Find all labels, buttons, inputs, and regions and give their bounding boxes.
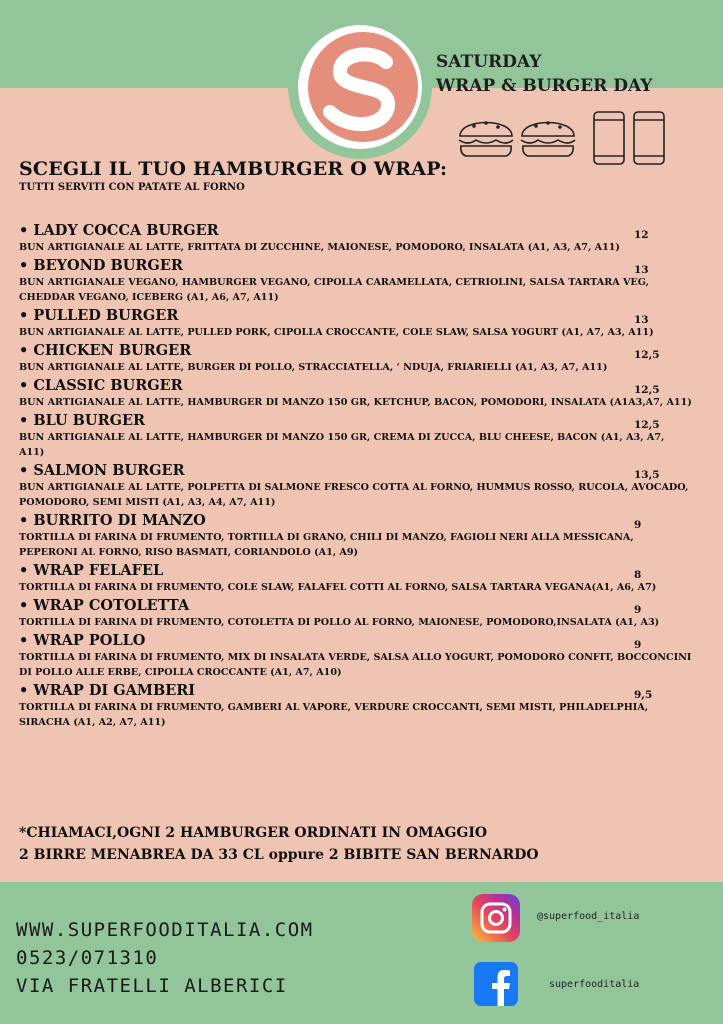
menu-title: SCEGLI IL TUO HAMBURGER O WRAP: xyxy=(19,158,448,180)
item-name: • CLASSIC BURGER xyxy=(19,377,183,394)
event-title xyxy=(436,50,652,98)
item-description: TORTILLA DI FARINA DI FRUMENTO, COLE SLAW, FALAFEL COTTI AL FORNO, SALSA TARTARA VEGANA(A1, A6, A7) xyxy=(19,582,657,593)
item-name: • LADY COCCA BURGER xyxy=(19,222,219,239)
promo-line-1: *CHIAMACI,OGNI 2 HAMBURGER ORDINATI IN OMAGGIO xyxy=(19,825,488,841)
item-description: BUN ARTIGIANALE AL LATTE, FRITTATA DI ZUCCHINE, MAIONESE, POMODORO, INSALATA (A1, A3, A7, A11) xyxy=(19,242,620,253)
item-name: • SALMON BURGER xyxy=(19,462,185,479)
contact-block xyxy=(16,916,314,1000)
phone-number[interactable]: 0523/071310 xyxy=(16,947,159,969)
item-price: 8 xyxy=(634,569,642,581)
item-name: • PULLED BURGER xyxy=(19,307,179,324)
item-description: TORTILLA DI FARINA DI FRUMENTO, TORTILLA DI GRANO, CHILI DI MANZO, FAGIOLI NERI ALLA MESSICANA, PEPERONI AL FORNO, RISO BASMATI, CORIANDOLO (A1, A9) xyxy=(19,532,634,558)
item-description: BUN ARTIGIANALE AL LATTE, BURGER DI POLLO, STRACCIATELLA, ‘ NDUJA, FRIARIELLI (A1, A3, A7, A11) xyxy=(19,362,608,373)
item-description: BUN ARTIGIANALE AL LATTE, HAMBURGER DI MANZO 150 GR, KETCHUP, BACON, POMODORI, INSALATA (A1A3,A7, A11) xyxy=(19,397,692,408)
item-description: BUN ARTIGIANALE AL LATTE, POLPETTA DI SALMONE FRESCO COTTA AL FORNO, HUMMUS ROSSO, RUCOLA, AVOCADO, POMODORO, SEMI MISTI (A1, A3, A4, A7, A11) xyxy=(19,482,689,508)
item-price: 12,5 xyxy=(634,419,660,431)
promo-text xyxy=(19,822,539,866)
item-name: • WRAP POLLO xyxy=(19,632,146,649)
item-description: BUN ARTIGIANALE AL LATTE, PULLED PORK, CIPOLLA CROCCANTE, COLE SLAW, SALSA YOGURT (A1, A7, A3, A11) xyxy=(19,327,654,338)
can-icon xyxy=(594,112,624,164)
logo-s-mark xyxy=(308,32,418,142)
menu-item xyxy=(19,597,699,630)
menu-item xyxy=(19,257,699,305)
item-name: • BEYOND BURGER xyxy=(19,257,183,274)
item-price: 9 xyxy=(634,639,642,651)
item-description: TORTILLA DI FARINA DI FRUMENTO, COTOLETTA DI POLLO AL FORNO, MAIONESE, POMODORO,INSALATA (A1, A3) xyxy=(19,617,660,628)
menu-item xyxy=(19,682,699,730)
item-name: • WRAP FELAFEL xyxy=(19,562,164,579)
item-price: 13 xyxy=(634,264,649,276)
item-name: • BURRITO DI MANZO xyxy=(19,512,206,529)
item-name: • CHICKEN BURGER xyxy=(19,342,192,359)
menu-item xyxy=(19,342,699,375)
burger-and-drink-icons xyxy=(456,108,670,168)
burger-icon xyxy=(521,122,575,156)
item-price: 13,5 xyxy=(634,469,660,481)
menu-list xyxy=(19,222,699,732)
item-price: 9 xyxy=(634,604,642,616)
item-price: 9,5 xyxy=(634,689,653,701)
item-name: • BLU BURGER xyxy=(19,412,146,429)
item-description: BUN ARTIGIANALE AL LATTE, HAMBURGER DI MANZO 150 GR, CREMA DI ZUCCA, BLU CHEESE, BACON (A1, A3, A7, A11) xyxy=(19,432,665,458)
menu-item xyxy=(19,377,699,410)
instagram-handle[interactable]: @superfood_italia xyxy=(537,911,640,922)
menu-item xyxy=(19,222,699,255)
item-name: • WRAP DI GAMBERI xyxy=(19,682,196,699)
item-description: TORTILLA DI FARINA DI FRUMENTO, GAMBERI AL VAPORE, VERDURE CROCCANTI, SEMI MISTI, PHILADELPHIA, SIRACHA (A1, A2, A7, A11) xyxy=(19,702,649,728)
item-price: 13 xyxy=(634,314,649,326)
promo-line-2: 2 BIRRE MENABREA DA 33 CL oppure 2 BIBITE SAN BERNARDO xyxy=(19,847,539,863)
item-description: BUN ARTIGIANALE VEGANO, HAMBURGER VEGANO, CIPOLLA CARAMELLATA, CETRIOLINI, SALSA TARTARA VEG, CHEDDAR VEGANO, ICEBERG (A1, A6, A7, A11) xyxy=(19,277,649,303)
can-icon xyxy=(634,112,664,164)
instagram-icon[interactable] xyxy=(472,894,520,942)
menu-item xyxy=(19,512,699,560)
menu-item xyxy=(19,412,699,460)
burger-icon xyxy=(459,122,513,156)
website-link[interactable]: WWW.SUPERFOODITALIA.COM xyxy=(16,919,314,941)
facebook-icon[interactable] xyxy=(474,962,518,1006)
facebook-handle[interactable]: superfooditalia xyxy=(549,979,640,990)
menu-item xyxy=(19,307,699,340)
item-price: 12,5 xyxy=(634,384,660,396)
superfood-logo xyxy=(308,32,418,142)
item-price: 9 xyxy=(634,519,642,531)
menu-subtitle: TUTTI SERVITI CON PATATE AL FORNO xyxy=(19,182,245,193)
menu-item xyxy=(19,562,699,595)
menu-item xyxy=(19,462,699,510)
address: VIA FRATELLI ALBERICI xyxy=(16,975,288,997)
event-day: SATURDAY xyxy=(436,52,542,72)
item-price: 12,5 xyxy=(634,349,660,361)
item-description: TORTILLA DI FARINA DI FRUMENTO, MIX DI INSALATA VERDE, SALSA ALLO YOGURT, POMODORO CONFIT, BOCCONCINI DI POLLO ALLE ERBE, CIPOLLA CROCCANTE (A1, A7, A10) xyxy=(19,652,692,678)
event-name: WRAP & BURGER DAY xyxy=(436,76,653,96)
menu-item xyxy=(19,632,699,680)
item-name: • WRAP COTOLETTA xyxy=(19,597,190,614)
item-price: 12 xyxy=(634,229,649,241)
